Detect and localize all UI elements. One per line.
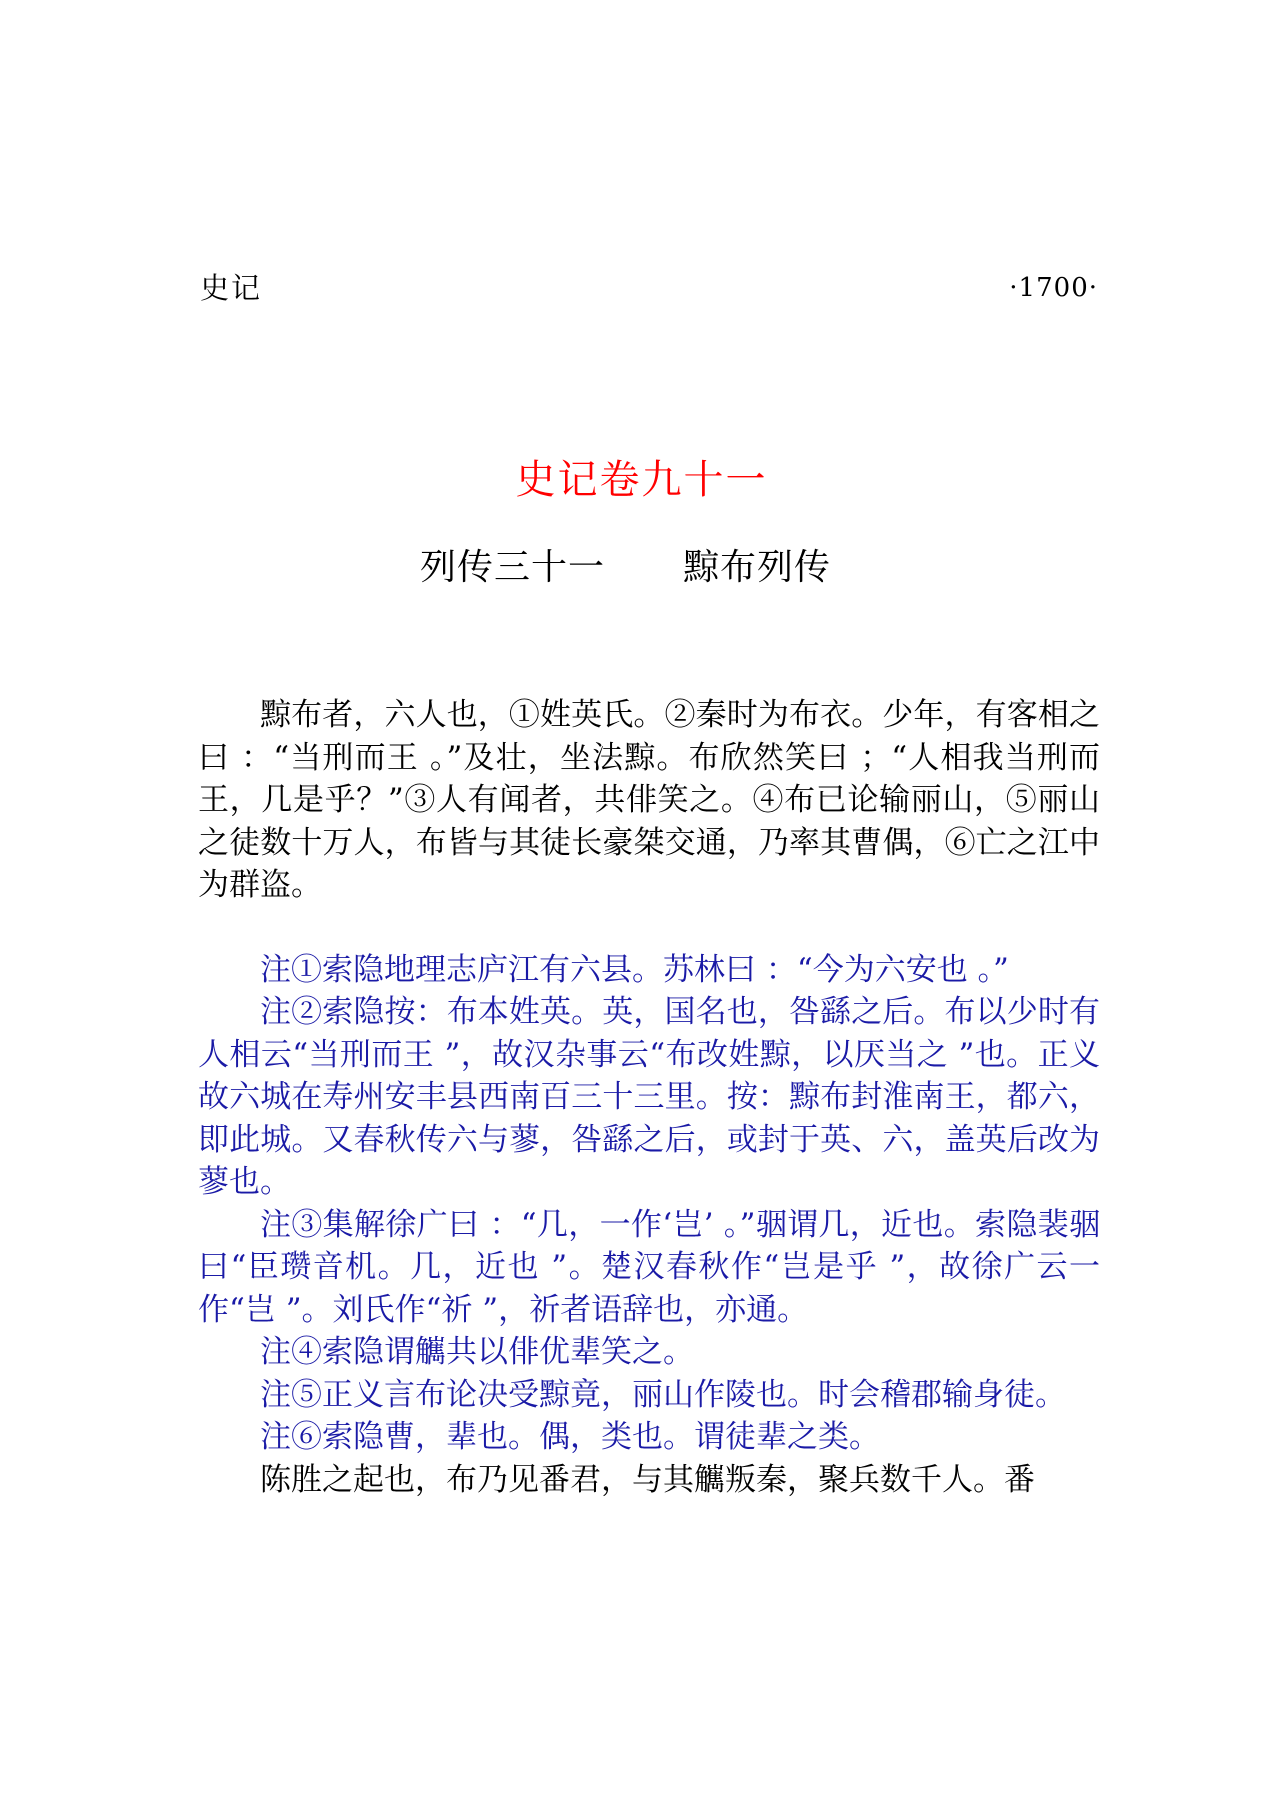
main-paragraph: 黥布者，六人也，①姓英氏。②秦时为布衣。少年，有客相之曰 ：“当刑而王 。”及壮，坐法黥。布欣然笑曰 ；“人相我当刑而王，几是乎？”③人有闻者，共俳笑之。④布已论输丽山，⑤丽山之徒数十万人，布皆与其徒长豪桀交通，乃率其曹偶，⑥亡之江中为群盗。 — [198, 697, 1100, 903]
main-paragraph: 陈胜之起也，布乃见番君，与其觽叛秦，聚兵数千人。番 — [260, 1461, 1035, 1498]
annotation-note-4: 注④索隐谓觽共以俳优辈笑之。 — [260, 1334, 694, 1370]
running-header — [200, 268, 1098, 308]
annotation-note-2: 注②索隐按：布本姓英。英，国名也，咎繇之后。布以少时有人相云“当刑而王 ”，故汉杂事云“布改姓黥，以厌当之 ”也。正义故六城在寿州安丰县西南百三十三里。按：黥布封淮南王，都六，即此城。又春秋传六与蓼，咎繇之后，或封于英、六，盖英后改为蓼也。 — [198, 994, 1100, 1200]
chapter-series: 列传三十一 — [420, 547, 606, 588]
body-text — [198, 694, 1100, 1501]
chapter-title — [420, 540, 831, 596]
volume-title: 史记卷九十一 — [515, 457, 768, 503]
chapter-name: 黥布列传 — [683, 547, 832, 588]
paragraph-spacer — [198, 907, 1100, 949]
annotation-note-3: 注③集解徐广曰 ：“几，一作‘岂’ 。”骃谓几，近也。索隐裴骃曰“臣瓒音机。几，近也 ”。楚汉春秋作“岂是乎 ”，故徐广云一作“岂 ”。刘氏作“祈 ”，祈者语辞也，亦通。 — [198, 1206, 1100, 1328]
annotation-note-1: 注①索隐地理志庐江有六县。苏林曰 ：“今为六安也 。” — [260, 951, 1009, 988]
annotation-note-6: 注⑥索隐曹，辈也。偶，类也。谓徒辈之类。 — [260, 1419, 880, 1455]
annotation-note-5: 注⑤正义言布论决受黥竟，丽山作陵也。时会稽郡输身徒。 — [260, 1376, 1066, 1413]
header-book-title: 史记 — [200, 271, 263, 305]
header-page-number: ·1700· — [1009, 273, 1098, 303]
